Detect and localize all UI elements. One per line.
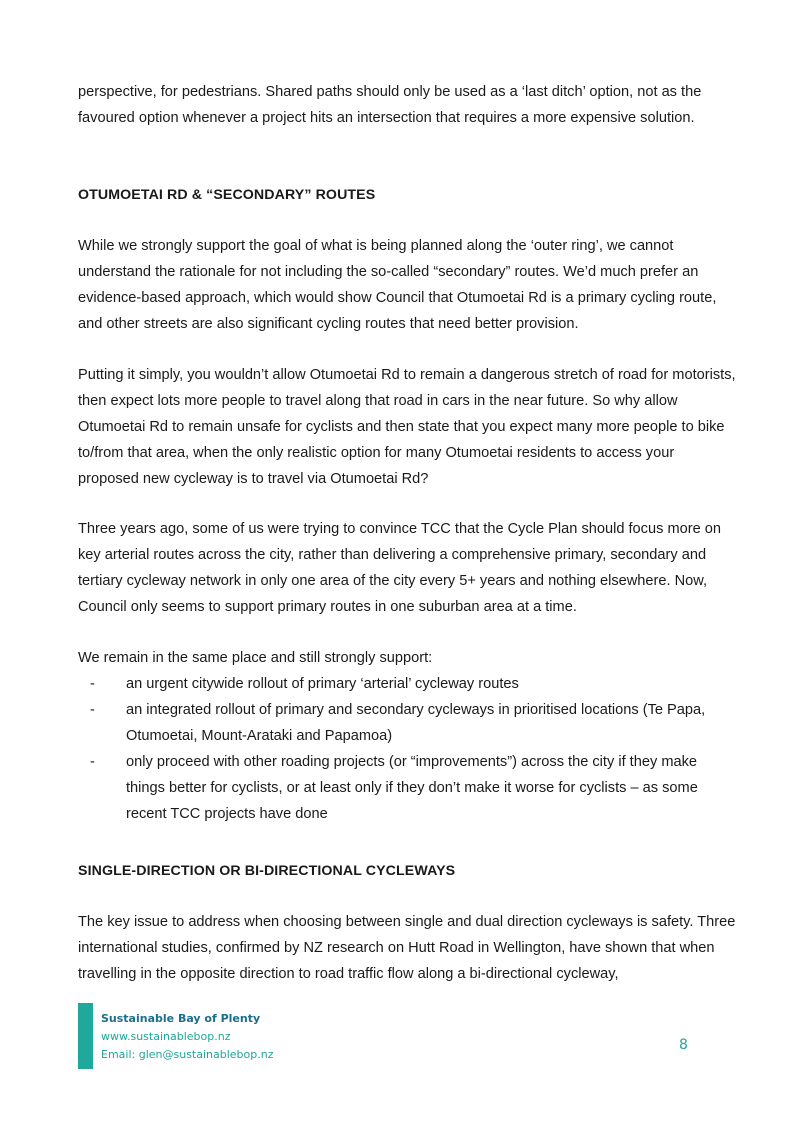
list-item-text: an integrated rollout of primary and secondary cycleways in prioritised locations (Te Papa, Otumoetai, Mount-Arataki and Papamoa) (126, 702, 706, 744)
list-dash-marker: - (90, 754, 95, 770)
list-item-text: only proceed with other roading projects (or “improvements”) across the city if they make things better for cyclists, or at least only if they don’t make it worse for cyclists – as some recent TCC projects have done (126, 754, 698, 822)
paragraph-otumoetai-rd: Putting it simply, you wouldn’t allow Otumoetai Rd to remain a dangerous stretch of road for motorists, then expect lots more people to travel along that road in cars in the near future. So why allow Otumoetai Rd to remain unsafe for cyclists and then state that you expect many more people to bike to/from that area, when the only realistic option for many Otumoetai residents to access your proposed new cycleway is to travel via Otumoetai Rd? (78, 367, 736, 487)
list-item (78, 749, 738, 827)
paragraph-support-intro: We remain in the same place and still strongly support: (78, 650, 433, 666)
footer-email-link[interactable]: Email: glen@sustainablebop.nz (101, 1048, 274, 1061)
paragraph-cycle-plan: Three years ago, some of us were trying to convince TCC that the Cycle Plan should focus more on key arterial routes across the city, rather than delivering a comprehensive primary, secondary and tertiary cycleway network in only one area of the city every 5+ years and nothing elsewhere. Now, Council only seems to support primary routes in one suburban area at a time. (78, 521, 721, 615)
intro-paragraph: perspective, for pedestrians. Shared paths should only be used as a ‘last ditch’ option, not as the favoured option whenever a project hits an intersection that requires a more expensive solution. (78, 84, 702, 126)
list-item (78, 697, 738, 749)
footer-org-name: Sustainable Bay of Plenty (101, 1012, 261, 1025)
page-number: 8 (679, 1037, 688, 1053)
footer-website-link[interactable]: www.sustainablebop.nz (101, 1030, 231, 1043)
list-item-text: an urgent citywide rollout of primary ‘arterial’ cycleway routes (126, 676, 519, 692)
list-item (78, 671, 738, 697)
footer-contact (101, 1010, 274, 1064)
list-dash-marker: - (90, 676, 95, 692)
paragraph-safety: The key issue to address when choosing between single and dual direction cycleways is safety. Three international studies, confirmed by NZ research on Hutt Road in Wellington, have shown that when travelling in the opposite direction to road traffic flow along a bi-directional cycleway, (78, 914, 736, 982)
list-dash-marker: - (90, 702, 95, 718)
footer-accent-bar (78, 1003, 93, 1069)
paragraph-outer-ring: While we strongly support the goal of what is being planned along the ‘outer ring’, we cannot understand the rationale for not including the so-called “secondary” routes. We’d much prefer an evidence-based approach, which would show Council that Otumoetai Rd is a primary cycling route, and other streets are also significant cycling routes that need better provision. (78, 238, 717, 332)
heading-single-or-bi-directional: SINGLE-DIRECTION OR BI-DIRECTIONAL CYCLEWAYS (78, 863, 456, 879)
support-list (78, 671, 738, 827)
heading-otumoetai-secondary-routes: OTUMOETAI RD & “SECONDARY” ROUTES (78, 187, 376, 203)
